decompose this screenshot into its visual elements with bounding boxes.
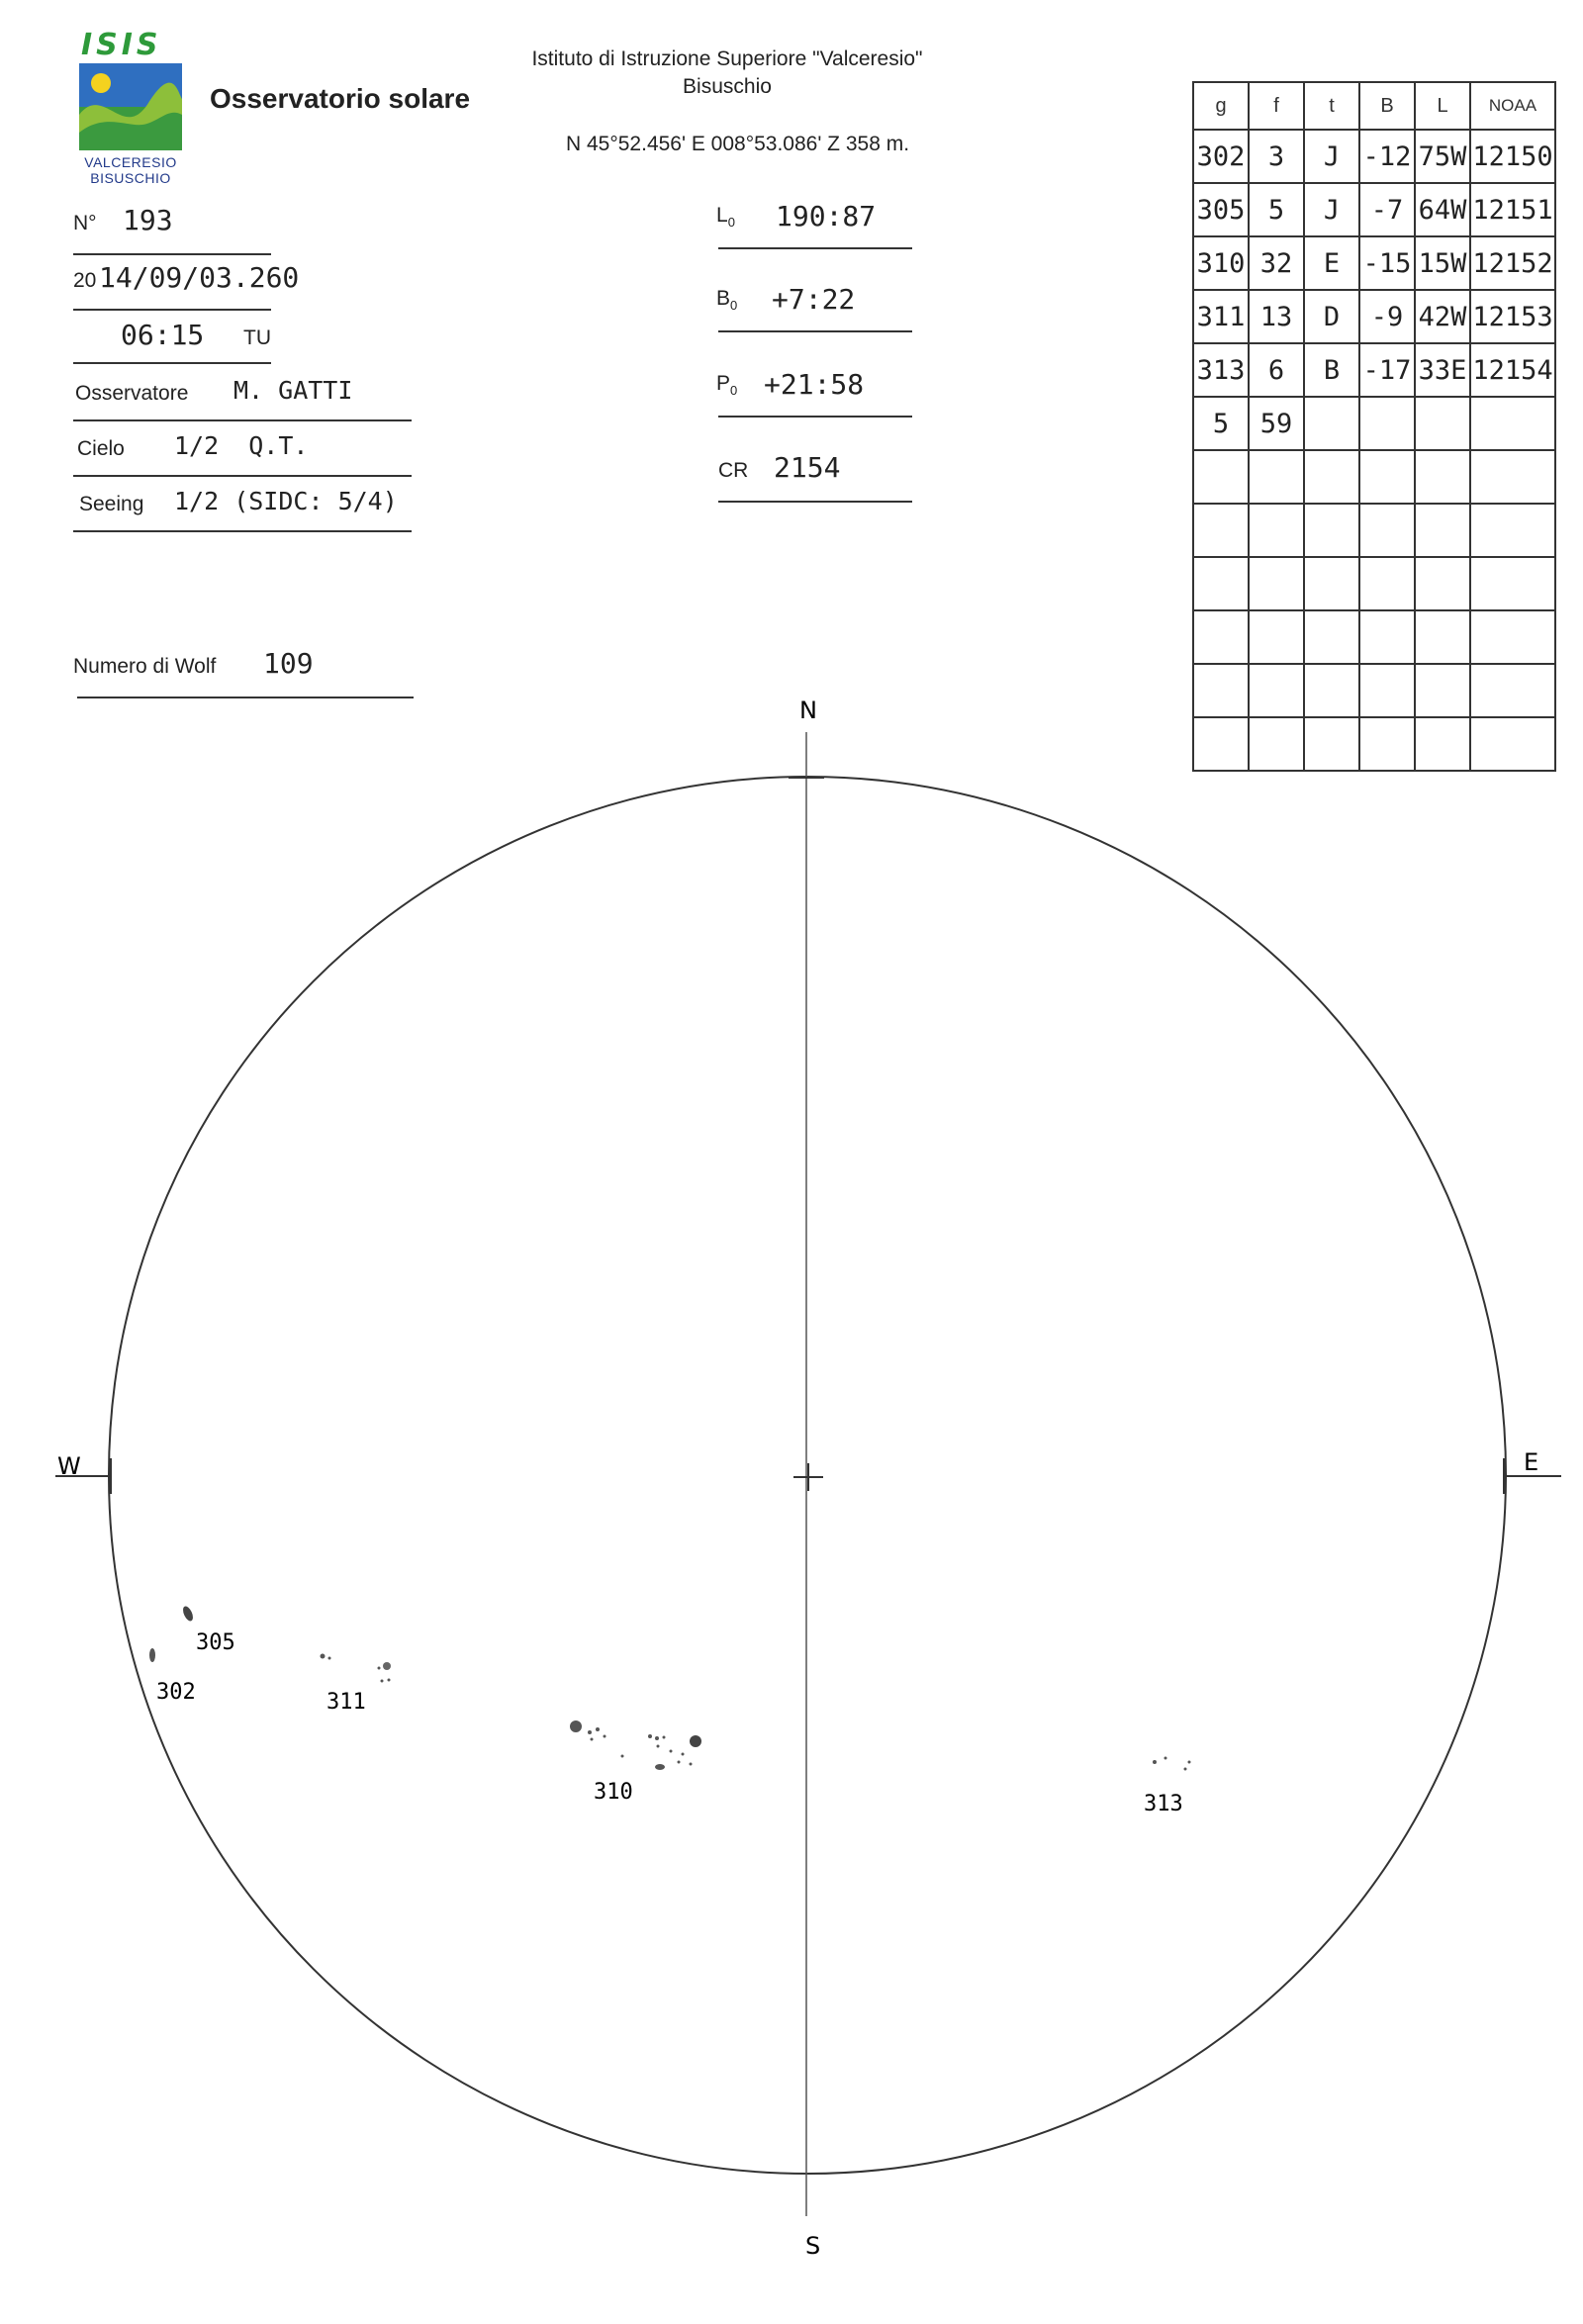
cell-l: 15W: [1415, 236, 1470, 290]
logo-line-1: VALCERESIO: [84, 154, 177, 170]
cell-l: 42W: [1415, 290, 1470, 343]
sky-value: 1/2 Q.T.: [174, 431, 309, 460]
cell-b: -15: [1359, 236, 1415, 290]
time-value: 06:15: [121, 319, 205, 351]
south-label: S: [805, 2232, 821, 2260]
col-header-l: L: [1415, 82, 1470, 130]
time-unit: TU: [243, 326, 271, 349]
cell-g: 311: [1193, 290, 1249, 343]
b0-subscript: 0: [730, 298, 738, 314]
group-label-311: 311: [326, 1690, 366, 1715]
l0-value: 190:87: [776, 200, 877, 232]
cell-l: 64W: [1415, 183, 1470, 236]
cell-b: -12: [1359, 130, 1415, 183]
l0-letter: L: [716, 204, 728, 227]
p0-value: +21:58: [764, 368, 865, 401]
east-label: E: [1524, 1448, 1539, 1476]
cell-noaa: 12153: [1470, 290, 1555, 343]
cell-g: 310: [1193, 236, 1249, 290]
cell-noaa: 12151: [1470, 183, 1555, 236]
logo-line-2: BISUSCHIO: [90, 170, 171, 186]
north-label: N: [799, 697, 817, 724]
cell-l: 33E: [1415, 343, 1470, 397]
wolf-label: Numero di Wolf: [73, 655, 217, 678]
cell-f: 13: [1249, 290, 1304, 343]
cell-b: -17: [1359, 343, 1415, 397]
observer-value: M. GATTI: [233, 376, 353, 405]
cell-t: J: [1304, 130, 1359, 183]
l0-subscript: 0: [727, 215, 735, 231]
number-label: N°: [73, 212, 97, 234]
col-header-noaa: NOAA: [1470, 82, 1555, 130]
sky-label: Cielo: [77, 437, 125, 460]
cell-f: 3: [1249, 130, 1304, 183]
group-313-spots: [1153, 1757, 1191, 1771]
cell-t: B: [1304, 343, 1359, 397]
cell-noaa: 12150: [1470, 130, 1555, 183]
cell-noaa: 12154: [1470, 343, 1555, 397]
p0-letter: P: [716, 372, 731, 395]
seeing-label: Seeing: [79, 493, 144, 515]
observatory-coordinates: N 45°52.456' E 008°53.086' Z 358 m.: [566, 133, 910, 155]
institute-town: Bisuschio: [683, 75, 772, 98]
number-value: 193: [123, 204, 173, 236]
cell-t: E: [1304, 236, 1359, 290]
wolf-value: 109: [263, 647, 314, 680]
cell-b: -7: [1359, 183, 1415, 236]
group-305-spots: [181, 1605, 195, 1623]
cell-noaa: 12152: [1470, 236, 1555, 290]
cell-t: D: [1304, 290, 1359, 343]
col-header-b: B: [1359, 82, 1415, 130]
cr-label: CR: [718, 459, 749, 482]
cell-g: 313: [1193, 343, 1249, 397]
cell-l: 75W: [1415, 130, 1470, 183]
observer-label: Osservatore: [75, 382, 189, 405]
group-label-310: 310: [594, 1780, 633, 1805]
b0-letter: B: [716, 287, 731, 310]
logo-wordmark: ISIS: [81, 28, 162, 62]
date-prefix: 20: [73, 269, 97, 292]
group-label-302: 302: [156, 1680, 196, 1705]
cell-f: 59: [1249, 397, 1304, 450]
group-label-305: 305: [196, 1630, 235, 1655]
group-label-313: 313: [1144, 1792, 1183, 1816]
cell-f: 5: [1249, 183, 1304, 236]
date-value: 14/09/03.260: [99, 261, 300, 294]
b0-value: +7:22: [772, 283, 856, 316]
page-title: Osservatorio solare: [210, 83, 471, 114]
col-header-t: t: [1304, 82, 1359, 130]
cell-g: 305: [1193, 183, 1249, 236]
cell-b: -9: [1359, 290, 1415, 343]
cell-f: 6: [1249, 343, 1304, 397]
group-302-spots: [149, 1648, 155, 1662]
cell-g: 302: [1193, 130, 1249, 183]
cell-g: 5: [1193, 397, 1249, 450]
group-311-spots: [321, 1654, 392, 1683]
group-310-spots: [570, 1720, 701, 1770]
cr-value: 2154: [774, 451, 841, 484]
col-header-f: f: [1249, 82, 1304, 130]
seeing-value: 1/2 (SIDC: 5/4): [174, 487, 398, 515]
cell-f: 32: [1249, 236, 1304, 290]
institute-name: Istituto di Istruzione Superiore "Valceresio": [531, 47, 923, 70]
west-label: W: [57, 1452, 81, 1480]
p0-subscript: 0: [730, 383, 738, 399]
col-header-g: g: [1193, 82, 1249, 130]
cell-t: J: [1304, 183, 1359, 236]
